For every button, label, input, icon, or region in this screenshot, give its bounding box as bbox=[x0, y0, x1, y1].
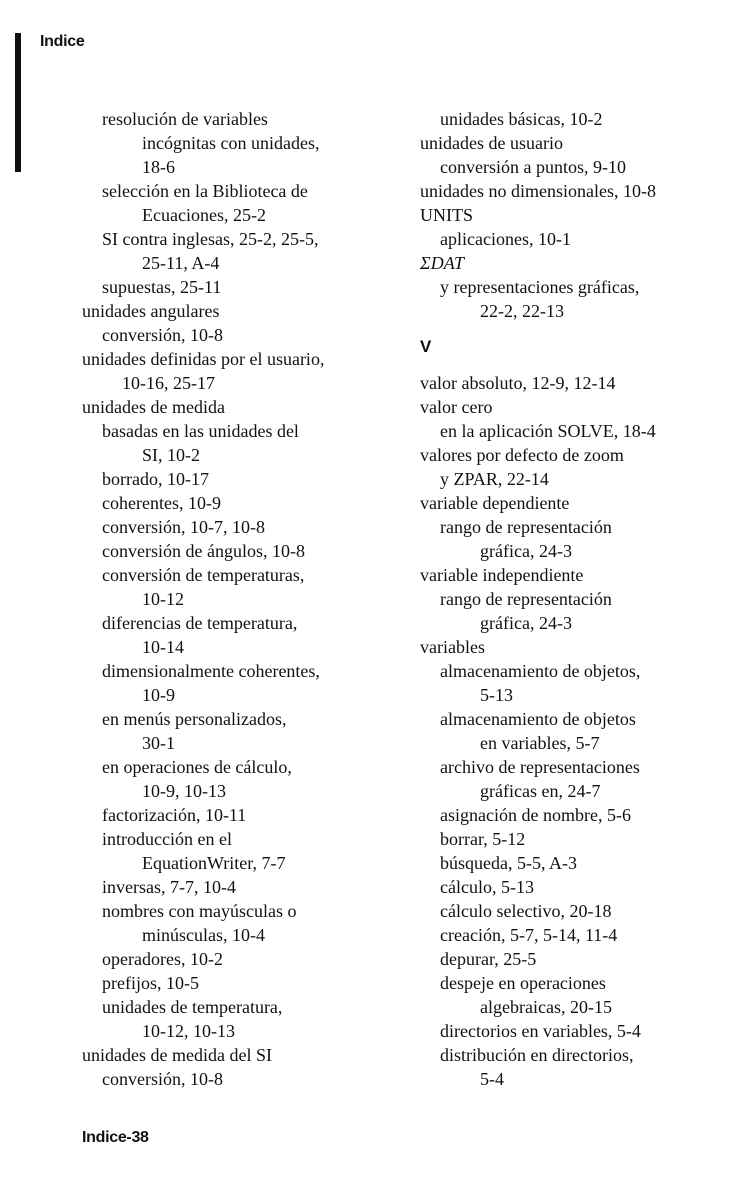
index-entry: factorización, 10-11 bbox=[102, 805, 247, 825]
index-entry: resolución de variables bbox=[102, 109, 268, 129]
index-entry: 5-13 bbox=[480, 685, 513, 705]
index-group-v bbox=[420, 371, 740, 1091]
index-entry: 22-2, 22-13 bbox=[480, 301, 564, 321]
index-column-left bbox=[82, 107, 382, 1091]
index-entry: UNITS bbox=[420, 205, 473, 225]
section-gap bbox=[420, 359, 740, 371]
index-entry: valor absoluto, 12-9, 12-14 bbox=[420, 373, 616, 393]
index-entry: unidades de medida bbox=[82, 397, 225, 417]
index-entry: creación, 5-7, 5-14, 11-4 bbox=[440, 925, 618, 945]
index-entry: 10-9 bbox=[142, 685, 175, 705]
index-entry: conversión, 10-8 bbox=[102, 1069, 223, 1089]
running-header: Indice bbox=[40, 33, 85, 50]
index-entry: despeje en operaciones bbox=[440, 973, 606, 993]
index-entry: unidades definidas por el usuario, bbox=[82, 349, 325, 369]
index-group-u-continued bbox=[420, 107, 740, 323]
index-column-right bbox=[420, 107, 740, 1091]
section-gap bbox=[420, 323, 740, 335]
index-entry: introducción en el bbox=[102, 829, 232, 849]
index-entry: coherentes, 10-9 bbox=[102, 493, 221, 513]
index-entry: variable independiente bbox=[420, 565, 584, 585]
index-entry: conversión a puntos, 9-10 bbox=[440, 157, 626, 177]
index-entry: y representaciones gráficas, bbox=[440, 277, 640, 297]
section-letter-v: V bbox=[420, 337, 432, 356]
index-entry: variable dependiente bbox=[420, 493, 570, 513]
index-entry: supuestas, 25-11 bbox=[102, 277, 222, 297]
page-number: Indice-38 bbox=[82, 1129, 149, 1146]
index-entry: minúsculas, 10-4 bbox=[142, 925, 265, 945]
index-entry: gráfica, 24-3 bbox=[480, 613, 572, 633]
index-entry: unidades no dimensionales, 10-8 bbox=[420, 181, 656, 201]
index-entry: cálculo, 5-13 bbox=[440, 877, 534, 897]
index-entry: unidades de temperatura, bbox=[102, 997, 283, 1017]
index-entry: almacenamiento de objetos bbox=[440, 709, 636, 729]
index-entry: cálculo selectivo, 20-18 bbox=[440, 901, 612, 921]
index-entry: 18-6 bbox=[142, 157, 175, 177]
index-entry: 10-12, 10-13 bbox=[142, 1021, 235, 1041]
index-entry: búsqueda, 5-5, A-3 bbox=[440, 853, 577, 873]
index-entry: 25-11, A-4 bbox=[142, 253, 220, 273]
index-entry: unidades angulares bbox=[82, 301, 220, 321]
index-entry: 10-9, 10-13 bbox=[142, 781, 226, 801]
index-entry: nombres con mayúsculas o bbox=[102, 901, 297, 921]
index-entry: SI contra inglesas, 25-2, 25-5, bbox=[102, 229, 319, 249]
index-entry: valores por defecto de zoom bbox=[420, 445, 624, 465]
index-entry: Ecuaciones, 25-2 bbox=[142, 205, 266, 225]
index-entry: unidades de usuario bbox=[420, 133, 563, 153]
index-entry: selección en la Biblioteca de bbox=[102, 181, 308, 201]
index-entry: ΣDAT bbox=[420, 253, 465, 273]
index-entry: algebraicas, 20-15 bbox=[480, 997, 612, 1017]
index-entry: 10-16, 25-17 bbox=[122, 373, 215, 393]
index-entry: inversas, 7-7, 10-4 bbox=[102, 877, 236, 897]
index-entry: variables bbox=[420, 637, 485, 657]
index-entry: EquationWriter, 7-7 bbox=[142, 853, 286, 873]
index-entry: conversión de temperaturas, bbox=[102, 565, 305, 585]
index-entry: incógnitas con unidades, bbox=[142, 133, 320, 153]
index-entry: conversión, 10-8 bbox=[102, 325, 223, 345]
index-entry: 5-4 bbox=[480, 1069, 504, 1089]
index-entry: asignación de nombre, 5-6 bbox=[440, 805, 631, 825]
index-entry: conversión de ángulos, 10-8 bbox=[102, 541, 305, 561]
index-entry: distribución en directorios, bbox=[440, 1045, 634, 1065]
index-entry: y ZPAR, 22-14 bbox=[440, 469, 549, 489]
index-entry: diferencias de temperatura, bbox=[102, 613, 298, 633]
index-entry: prefijos, 10-5 bbox=[102, 973, 199, 993]
index-entry: aplicaciones, 10-1 bbox=[440, 229, 571, 249]
index-entry: SI, 10-2 bbox=[142, 445, 200, 465]
index-entry: valor cero bbox=[420, 397, 493, 417]
index-entry: almacenamiento de objetos, bbox=[440, 661, 641, 681]
index-entry: archivo de representaciones bbox=[440, 757, 640, 777]
index-entry: conversión, 10-7, 10-8 bbox=[102, 517, 265, 537]
index-entry: gráficas en, 24-7 bbox=[480, 781, 601, 801]
index-entry: 10-14 bbox=[142, 637, 184, 657]
index-entry: en la aplicación SOLVE, 18-4 bbox=[440, 421, 656, 441]
index-entry: en variables, 5-7 bbox=[480, 733, 600, 753]
index-entry: operadores, 10-2 bbox=[102, 949, 223, 969]
index-entry: directorios en variables, 5-4 bbox=[440, 1021, 641, 1041]
index-entry: en menús personalizados, bbox=[102, 709, 287, 729]
section-tab-marker bbox=[15, 33, 21, 172]
index-entry: rango de representación bbox=[440, 517, 612, 537]
index-entry: en operaciones de cálculo, bbox=[102, 757, 292, 777]
index-entry: 30-1 bbox=[142, 733, 175, 753]
index-entry: borrar, 5-12 bbox=[440, 829, 526, 849]
index-entry: 10-12 bbox=[142, 589, 184, 609]
index-entry: borrado, 10-17 bbox=[102, 469, 209, 489]
index-entry: gráfica, 24-3 bbox=[480, 541, 572, 561]
index-entry: rango de representación bbox=[440, 589, 612, 609]
index-entry: unidades de medida del SI bbox=[82, 1045, 272, 1065]
index-entry: depurar, 25-5 bbox=[440, 949, 537, 969]
index-entry: basadas en las unidades del bbox=[102, 421, 299, 441]
index-entry: dimensionalmente coherentes, bbox=[102, 661, 320, 681]
index-entry: unidades básicas, 10-2 bbox=[440, 109, 603, 129]
